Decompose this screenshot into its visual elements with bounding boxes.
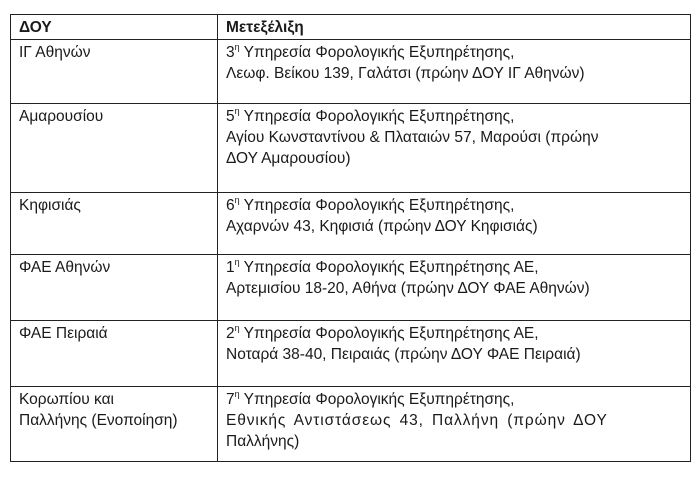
address-line: Αγίου Κωνσταντίνου & Πλαταιών 57, Μαρούσι (πρώην — [226, 129, 599, 146]
service-name: Υπηρεσία Φορολογικής Εξυπηρέτησης, — [239, 197, 515, 214]
service-name: Υπηρεσία Φορολογικής Εξυπηρέτησης ΑΕ, — [239, 259, 539, 276]
service-number: 5 — [226, 108, 235, 125]
ordinal-suffix: η — [234, 105, 240, 116]
office-cell — [11, 40, 218, 104]
service-name: Υπηρεσία Φορολογικής Εξυπηρέτησης, — [239, 391, 515, 408]
office-name: Παλλήνης (Ενοποίηση) — [19, 412, 178, 429]
table-header-row — [11, 15, 691, 40]
office-name: ΦΑΕ Πειραιά — [19, 325, 108, 342]
address-line: Νοταρά 38-40, Πειραιάς (πρώην ΔΟΥ ΦΑΕ Πειραιά) — [226, 346, 581, 363]
service-name: Υπηρεσία Φορολογικής Εξυπηρέτησης ΑΕ, — [239, 325, 539, 342]
destination-cell — [218, 321, 691, 387]
destination-cell — [218, 104, 691, 193]
office-name: ΦΑΕ Αθηνών — [19, 259, 111, 276]
address-line: Παλλήνης) — [226, 433, 300, 450]
destination-cell — [218, 255, 691, 321]
table-row — [11, 387, 691, 462]
office-cell — [11, 193, 218, 255]
service-number: 2 — [226, 325, 235, 342]
table-row — [11, 40, 691, 104]
table-row — [11, 321, 691, 387]
office-name: Κηφισιάς — [19, 197, 81, 214]
office-cell — [11, 104, 218, 193]
ordinal-suffix: η — [234, 322, 240, 333]
office-cell — [11, 387, 218, 462]
ordinal-suffix: η — [234, 41, 240, 52]
destination-cell — [218, 40, 691, 104]
service-number: 6 — [226, 197, 235, 214]
service-name: Υπηρεσία Φορολογικής Εξυπηρέτησης, — [239, 44, 515, 61]
ordinal-suffix: η — [234, 388, 240, 399]
service-number: 1 — [226, 259, 235, 276]
address-line: Αρτεμισίου 18-20, Αθήνα (πρώην ΔΟΥ ΦΑΕ Αθηνών) — [226, 280, 590, 297]
table-row — [11, 193, 691, 255]
office-name: Αμαρουσίου — [19, 108, 104, 125]
address-line: ΔΟΥ Αμαρουσίου) — [226, 150, 351, 167]
office-cell — [11, 321, 218, 387]
service-number: 3 — [226, 44, 235, 61]
table-row — [11, 255, 691, 321]
destination-cell — [218, 387, 691, 462]
service-name: Υπηρεσία Φορολογικής Εξυπηρέτησης, — [239, 108, 515, 125]
address-line: Αχαρνών 43, Κηφισιά (πρώην ΔΟΥ Κηφισιάς) — [226, 218, 538, 235]
ordinal-suffix: η — [234, 194, 240, 205]
header-transformation: Μετεξέλιξη — [218, 15, 691, 40]
table-row — [11, 104, 691, 193]
office-name: Κορωπίου και — [19, 391, 114, 408]
address-line: Εθνικής Αντιστάσεως 43, Παλλήνη (πρώην ΔΟΥ — [226, 412, 608, 429]
header-tax-office: ΔΟΥ — [11, 15, 218, 40]
service-number: 7 — [226, 391, 235, 408]
tax-office-table — [10, 14, 691, 462]
office-name: ΙΓ Αθηνών — [19, 44, 91, 61]
ordinal-suffix: η — [234, 256, 240, 267]
address-line: Λεωφ. Βείκου 139, Γαλάτσι (πρώην ΔΟΥ ΙΓ Αθηνών) — [226, 65, 585, 82]
destination-cell — [218, 193, 691, 255]
office-cell — [11, 255, 218, 321]
